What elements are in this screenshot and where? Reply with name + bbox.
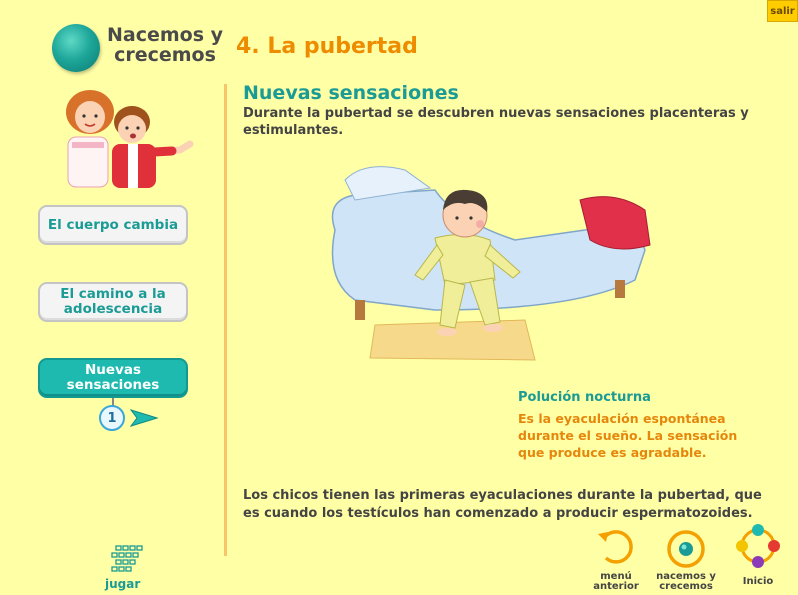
- children-illustration: [50, 82, 200, 192]
- puzzle-grid-icon[interactable]: [108, 544, 144, 576]
- content-divider: [224, 84, 227, 556]
- page-number-button[interactable]: 1: [99, 405, 125, 431]
- caption-body: Es la eyaculación espontánea durante el sueño. La sensación que produce es agradable.: [518, 411, 738, 460]
- logo-ball-icon: [52, 24, 100, 72]
- boy-on-bed-illustration: [315, 160, 660, 365]
- footer-text: Los chicos tienen las primeras eyaculaciones durante la pubertad, que es cuando los testículos han comenzado a producir espermatozoides.: [243, 488, 762, 521]
- menu-button-nuevas-sensaciones[interactable]: Nuevas sensaciones: [38, 358, 188, 398]
- app-title: Nacemos y crecemos: [106, 24, 224, 66]
- four-balls-ring-icon[interactable]: [736, 524, 780, 568]
- intro-text: Durante la pubertad se descubren nuevas sensaciones placenteras y estimulantes.: [243, 106, 749, 138]
- back-arrow-icon[interactable]: [594, 524, 638, 568]
- home-label[interactable]: nacemos y crecemos: [656, 571, 716, 592]
- exit-button[interactable]: salir: [767, 0, 798, 22]
- menu-button-el-cuerpo-cambia[interactable]: El cuerpo cambia: [38, 205, 188, 245]
- teal-ball-ring-icon[interactable]: [664, 527, 708, 571]
- menu-button-el-camino-a-la-adolescencia[interactable]: El camino a la adolescencia: [38, 282, 188, 322]
- caption-title: Polución nocturna: [518, 390, 651, 405]
- section-title: Nuevas sensaciones: [243, 82, 459, 104]
- game-label[interactable]: jugar: [105, 577, 141, 591]
- next-arrow-icon[interactable]: [130, 408, 158, 428]
- unit-title: 4. La pubertad: [236, 34, 418, 59]
- back-menu-label[interactable]: menú anterior: [593, 571, 639, 592]
- start-label[interactable]: Inicio: [742, 576, 774, 587]
